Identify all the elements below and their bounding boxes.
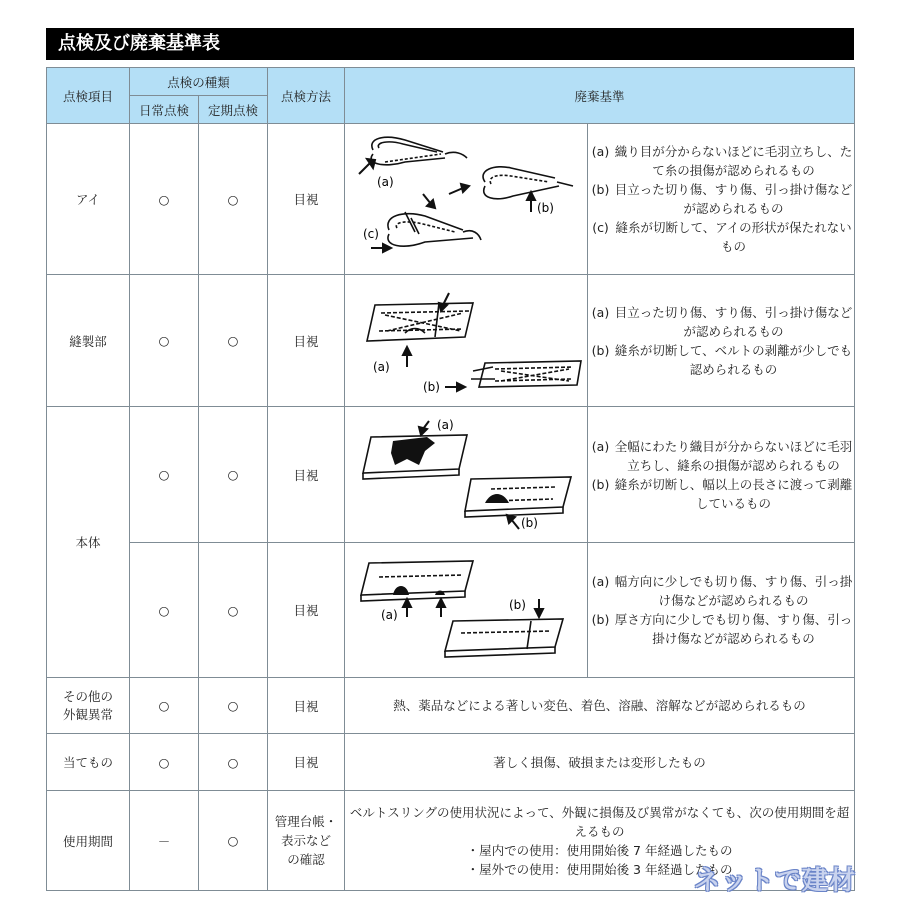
header-criteria: 廃棄基準 xyxy=(345,68,855,124)
body-1-illus-label-b: (b) xyxy=(521,516,538,530)
daily-check: ○ xyxy=(130,407,199,543)
method: 目視 xyxy=(268,124,345,275)
inspection-table xyxy=(46,67,855,891)
daily-check: － xyxy=(130,791,199,891)
body-1-criteria: (a) 全幅にわたり織目が分からないほどに毛羽立ちし、縫糸の損傷が認められるもの (b) 縫糸が切断し、幅以上の長さに渡って剥離しているもの xyxy=(588,407,855,543)
periodic-check: ○ xyxy=(199,407,268,543)
daily-check: ○ xyxy=(130,678,199,734)
periodic-check: ○ xyxy=(199,678,268,734)
daily-check: ○ xyxy=(130,124,199,275)
table-row-pad xyxy=(47,734,855,791)
table-row-body-2 xyxy=(47,543,855,678)
method: 目視 xyxy=(268,407,345,543)
other-criteria: 熱、薬品などによる著しい変色、着色、溶融、溶解などが認められるもの xyxy=(345,678,855,734)
body-1-illus-label-a: (a) xyxy=(437,418,454,432)
table-row-other xyxy=(47,678,855,734)
sewn-illus-label-a: (a) xyxy=(373,360,390,374)
pad-criteria: 著しく損傷、破損または変形したもの xyxy=(345,734,855,791)
periodic-check: ○ xyxy=(199,791,268,891)
row-item: アイ xyxy=(47,124,130,275)
header-type-group: 点検の種類 xyxy=(130,68,268,96)
header-item: 点検項目 xyxy=(47,68,130,124)
periodic-check: ○ xyxy=(199,734,268,791)
eye-illustration xyxy=(345,124,588,275)
body-2-illus-label-b: (b) xyxy=(509,598,526,612)
body-2-illus-label-a: (a) xyxy=(381,608,398,622)
method: 目視 xyxy=(268,678,345,734)
daily-check: ○ xyxy=(130,543,199,678)
row-item: 縫製部 xyxy=(47,275,130,407)
table-row-body-1 xyxy=(47,407,855,543)
sewn-criteria: (a) 目立った切り傷、すり傷、引っ掛け傷などが認められるもの (b) 縫糸が切断して、ベルトの剥離が少しでも認められるもの xyxy=(588,275,855,407)
row-item: 使用期間 xyxy=(47,791,130,891)
method: 管理台帳・ 表示など の確認 xyxy=(268,791,345,891)
sewn-illus-label-b: (b) xyxy=(423,380,440,394)
header-daily: 日常点検 xyxy=(130,96,199,124)
row-item: その他の 外観異常 xyxy=(47,678,130,734)
periodic-check: ○ xyxy=(199,275,268,407)
body-2-criteria: (a) 幅方向に少しでも切り傷、すり傷、引っ掛け傷などが認められるもの (b) 厚さ方向に少しでも切り傷、すり傷、引っ掛け傷などが認められるもの xyxy=(588,543,855,678)
eye-criteria: (a) 織り目が分からないほどに毛羽立ちし、たて糸の損傷が認められるもの (b) 目立った切り傷、すり傷、引っ掛け傷などが認められるもの (c) 縫糸が切断して、アイの形状が保たれないもの xyxy=(588,124,855,275)
eye-illus-label-c: (c) xyxy=(363,227,379,241)
period-criteria: ベルトスリングの使用状況によって、外観に損傷及び異常がなくても、次の使用期間を超えるもの ・屋内での使用：使用開始後 7 年経過したもの ・屋外での使用：使用開始後 3 年経過したもの xyxy=(345,791,855,891)
body-1-illustration xyxy=(345,407,588,543)
table-row-sewn xyxy=(47,275,855,407)
daily-check: ○ xyxy=(130,734,199,791)
eye-illus-label-a: (a) xyxy=(377,175,394,189)
periodic-check: ○ xyxy=(199,124,268,275)
row-item: 本体 xyxy=(47,407,130,678)
daily-check: ○ xyxy=(130,275,199,407)
header-method: 点検方法 xyxy=(268,68,345,124)
body-2-illustration xyxy=(345,543,588,678)
page-title: 点検及び廃棄基準表 xyxy=(46,28,854,60)
row-item: 当てもの xyxy=(47,734,130,791)
method: 目視 xyxy=(268,734,345,791)
watermark-logo: ネットで建材 xyxy=(694,866,857,896)
method: 目視 xyxy=(268,543,345,678)
periodic-check: ○ xyxy=(199,543,268,678)
header-periodic: 定期点検 xyxy=(199,96,268,124)
sewn-illustration xyxy=(345,275,588,407)
method: 目視 xyxy=(268,275,345,407)
eye-illus-label-b: (b) xyxy=(537,201,554,215)
table-row-eye xyxy=(47,124,855,275)
